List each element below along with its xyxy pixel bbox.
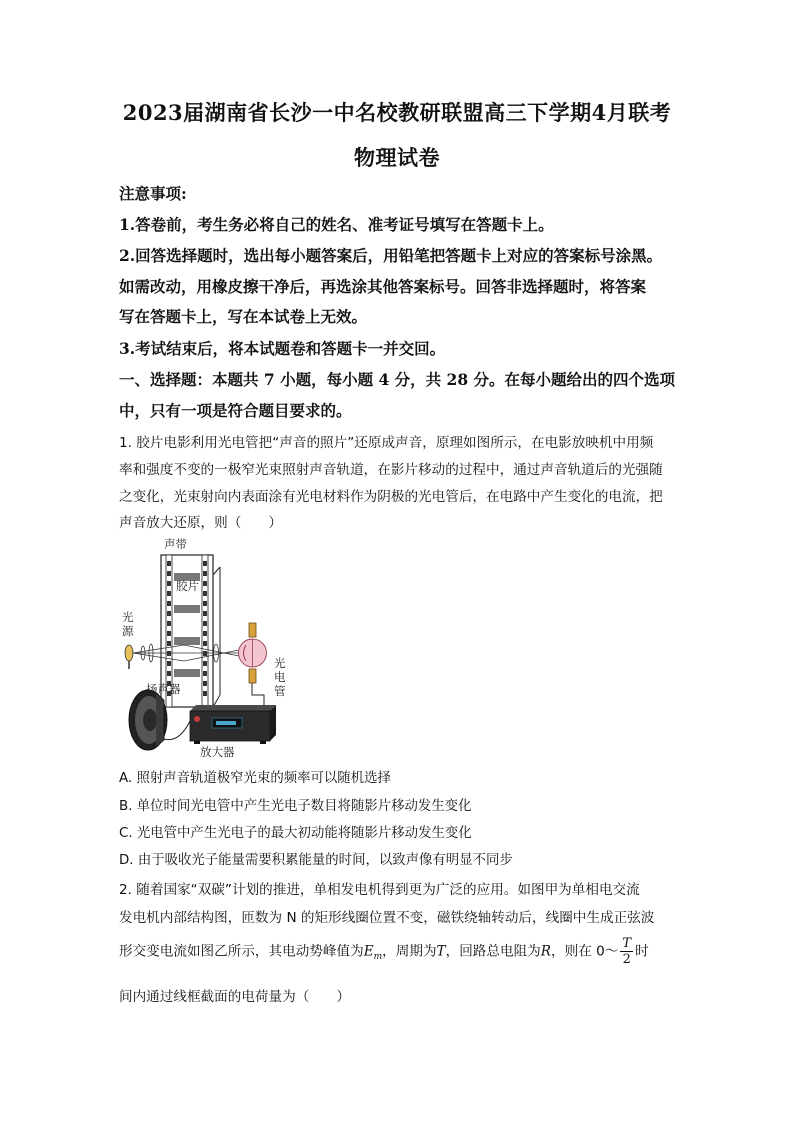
section1-instruction-line2: 中，只有一项是符合题目要求的。 xyxy=(119,401,352,420)
q2-line3-text-e: 时 xyxy=(635,943,649,960)
q2-line3-text-b: ，周期为 xyxy=(382,943,437,960)
notice-item-2-line1: 2.回答选择题时，选出每小题答案后，用铅笔把答题卡上对应的答案标号涂黑。 xyxy=(119,246,663,265)
q1-stem-line2: 率和强度不变的一极窄光束照射声音轨道，在影片移动的过程中，通过声音轨道后的光强随 xyxy=(119,462,663,478)
light-source xyxy=(125,645,133,669)
document-title-line2: 物理试卷 xyxy=(354,145,440,170)
label-light-source-2: 源 xyxy=(122,624,134,638)
q1-option-b: B. 单位时间光电管中产生光电子数目将随影片移动发生变化 xyxy=(119,799,472,814)
notice-item-2-line3: 写在答题卡上，写在本试卷上无效。 xyxy=(119,307,368,326)
q1-stem-line4: 声音放大还原，则（ ） xyxy=(119,515,283,531)
emf-peak-subscript: m xyxy=(373,952,383,963)
label-amplifier: 放大器 xyxy=(200,745,235,759)
q1-option-a: A. 照射声音轨道极窄光束的频率可以随机选择 xyxy=(119,771,391,786)
section1-instruction-line1: 一、选择题：本题共 7 小题，每小题 4 分，共 28 分。在每小题给出的四个选项 xyxy=(119,370,676,389)
q2-line3-text-c: ，回路总电阻为 xyxy=(445,943,541,960)
notice-item-1: 1.答卷前，考生务必将自己的姓名、准考证号填写在答题卡上。 xyxy=(119,215,554,234)
emf-peak-symbol: E xyxy=(363,943,374,960)
q1-projector-diagram xyxy=(116,535,288,760)
q1-stem-line1: 1. 胶片电影利用光电管把“声音的照片”还原成声音，原理如图所示，在电影放映机中用频 xyxy=(119,435,654,451)
q2-line3-text-a: 形交变电流如图乙所示，其电动势峰值为 xyxy=(119,943,364,960)
q2-stem-line4: 间内通过线框截面的电荷量为（ ） xyxy=(119,989,351,1005)
q2-stem-line3 xyxy=(119,936,649,972)
label-tube-1: 光 xyxy=(274,656,286,670)
period-symbol: T xyxy=(436,943,446,960)
fraction-numerator: T xyxy=(622,936,632,951)
q2-stem-line1: 2. 随着国家“双碳”计划的推进，单相发电机得到更为广泛的应用。如图甲为单相电交流 xyxy=(119,882,640,898)
notice-item-3: 3.考试结束后，将本试题卷和答题卡一并交回。 xyxy=(119,339,446,358)
notice-heading: 注意事项: xyxy=(119,184,187,203)
label-tube-2: 电 xyxy=(274,670,286,684)
resistance-symbol: R xyxy=(540,943,552,960)
half-period-fraction xyxy=(620,936,633,967)
q1-option-d: D. 由于吸收光子能量需要积累能量的时间，以致声像有明显不同步 xyxy=(119,853,513,868)
notice-item-2-line2: 如需改动，用橡皮擦干净后，再选涂其他答案标号。回答非选择题时，将答案 xyxy=(119,277,647,296)
label-soundtrack: 声带 xyxy=(164,537,187,551)
label-light-source-1: 光 xyxy=(122,610,134,624)
q1-option-c: C. 光电管中产生光电子的最大初动能将随影片移动发生变化 xyxy=(119,826,472,841)
q2-stem-line2: 发电机内部结构图，匝数为 N 的矩形线圈位置不变，磁铁绕轴转动后，线圈中生成正弦波 xyxy=(119,910,655,926)
q2-line3-text-d: ，则在 0～ xyxy=(551,943,619,960)
photoelectric-tube xyxy=(239,623,267,683)
speaker xyxy=(129,690,167,750)
label-speaker: 扬声器 xyxy=(146,682,181,696)
fraction-denominator: 2 xyxy=(622,952,631,967)
label-film: 胶片 xyxy=(176,579,199,593)
amplifier xyxy=(190,705,276,744)
q1-stem-line3: 之变化，光束射向内表面涂有光电材料作为阴极的光电管后，在电路中产生变化的电流，把 xyxy=(119,489,663,505)
document-title-line1: 2023届湖南省长沙一中名校教研联盟高三下学期4月联考 xyxy=(122,100,672,125)
label-tube-3: 管 xyxy=(274,684,286,698)
